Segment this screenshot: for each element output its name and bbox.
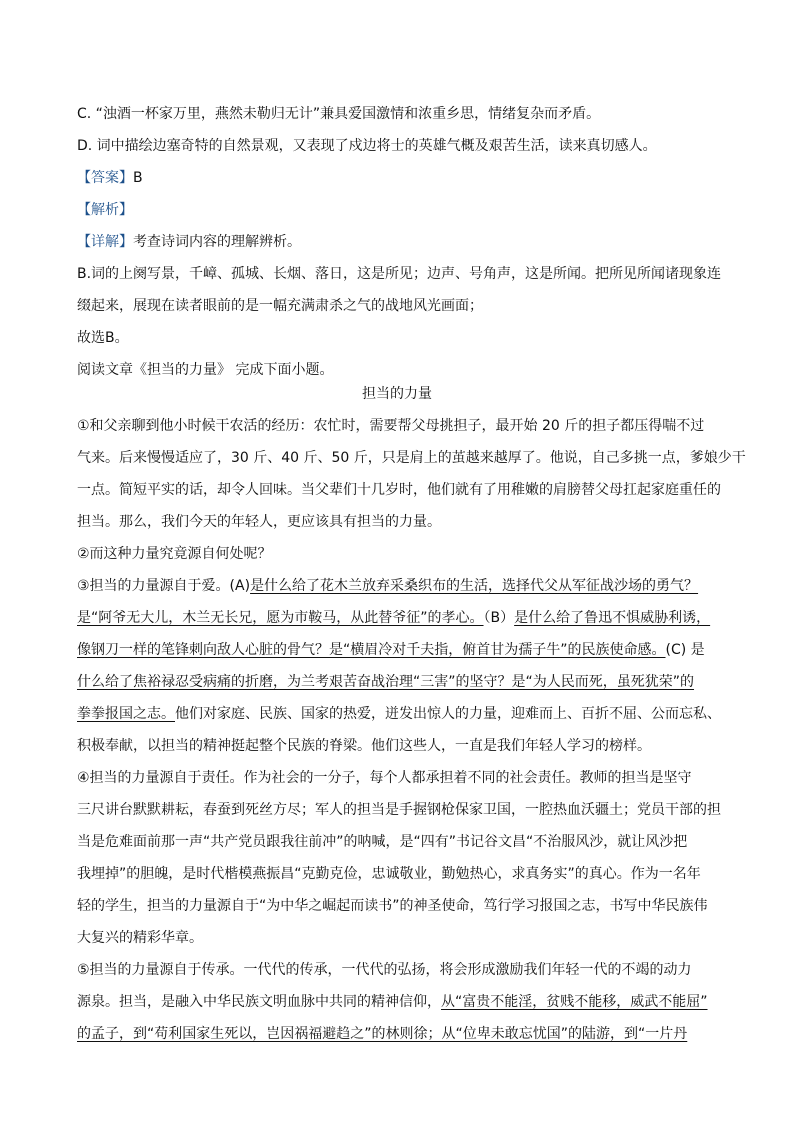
option-c: C. “浊酒一杯家万里，燕然未勒归无计”兼具爱国激情和浓重乡思，情绪复杂而矛盾。 <box>77 106 601 122</box>
instruction-line: 阅读文章《担当的力量》 完成下面小题。 <box>77 362 334 378</box>
p2-line: ②而这种力量究竟源自何处呢？ <box>77 546 272 562</box>
detail-line <box>77 226 727 258</box>
option-d: D. 词中描绘边塞奇特的自然景观，又表现了戍边将士的英雄气概及艰苦生活，读来真切感人。 <box>77 138 657 154</box>
p4-line: 大复兴的精彩华章。 <box>77 930 203 946</box>
p4-line: 轻的学生，担当的力量源自于“为中华之崛起而读书”的神圣使命，笃行学习报国之志，书写中华民族伟 <box>77 898 708 914</box>
p4-line: ④担当的力量源自于责任。作为社会的一分子，每个人都承担着不同的社会责任。教师的担当是坚守 <box>77 770 692 786</box>
article-title: 担当的力量 <box>362 386 432 402</box>
p4-line: 当是危难面前那一声“共产党员跟我往前冲”的呐喊，是“四有”书记谷文昌“不治服风沙，就让风沙把 <box>77 834 688 850</box>
p3-underlined-c2: 拳拳报国之志。 <box>77 706 175 722</box>
p3-underlined-b2: 像钢刀一样的笔锋刺向敌人心脏的骨气？是“横眉冷对千夫指，俯首甘为孺子牛”的民族使命感。 <box>77 642 666 658</box>
detail-tag: 【详解】 <box>77 234 133 250</box>
answer-tag: 【答案】 <box>77 170 133 186</box>
analysis-line <box>77 194 727 226</box>
p3-line-3 <box>77 634 717 666</box>
p3-line-2 <box>77 602 717 634</box>
p5-underlined-2: 的孟子，到“苟利国家生死以，岂因祸福避趋之”的林则徐；从“位卑未敢忘忧国”的陆游，到“一片丹 <box>77 1026 688 1042</box>
p3-line-5 <box>77 698 721 730</box>
p5-underlined: 从“富贵不能淫，贫贱不能移，威武不能屈” <box>441 994 708 1010</box>
p3-text: ③担当的力量源自于爱。(A) <box>77 578 251 594</box>
p1-line: ①和父亲聊到他小时候干农活的经历：农忙时，需要帮父母挑担子，最开始 20 斤的担子都压得喘不过 <box>77 418 705 434</box>
p3-marker-c: (C) 是 <box>665 642 705 658</box>
p3-underlined-a2: 是“阿爷无大儿，木兰无长兄，愿为市鞍马，从此替爷征”的孝心。 <box>77 610 484 626</box>
p3-line-1 <box>77 570 717 602</box>
detail-b-line-2: 缀起来，展现在读者眼前的是一幅充满肃杀之气的战地风光画面； <box>77 298 483 314</box>
p4-line: 三尺讲台默默耕耘，春蚕到死丝方尽；军人的担当是手握钢枪保家卫国，一腔热血沃疆土；党员干部的担 <box>77 802 721 818</box>
analysis-tag: 【解析】 <box>77 202 133 218</box>
p3-line-4 <box>77 666 717 698</box>
choose-line: 故选B。 <box>77 330 129 346</box>
p3-marker-b: （B） <box>483 610 515 626</box>
p5-line-3 <box>77 1018 717 1050</box>
question-block <box>77 98 727 386</box>
p3-underlined-a: 是什么给了花木兰放弃采桑织布的生活，选择代父从军征战沙场的勇气？ <box>250 578 699 594</box>
p1-line: 气来。后来慢慢适应了，30 斤、40 斤、50 斤，只是肩上的茧越来越厚了。他说，自己多挑一点，爹娘少干 <box>77 450 746 466</box>
p1-line: 一点。简短平实的话，却令人回味。当父辈们十几岁时，他们就有了用稚嫩的肩膀替父母扛起家庭重任的 <box>77 482 721 498</box>
p5-text: 源泉。担当，是融入中华民族文明血脉中共同的精神信仰， <box>77 994 441 1010</box>
p3-line-6: 积极奉献，以担当的精神挺起整个民族的脊梁。他们这些人，一直是我们年轻人学习的榜样。 <box>77 738 651 754</box>
p4-line: 我埋掉”的胆魄，是时代楷模燕振昌“克勤克俭，忠诚敬业，勤勉热心，求真务实”的真心。作为一名年 <box>77 866 701 882</box>
detail-b-line-1: B.词的上阕写景，千嶂、孤城、长烟、落日，这是所见；边声、号角声，这是所闻。把所见所闻诸现象连 <box>77 266 722 282</box>
p3-underlined-c: 什么给了焦裕禄忍受病痛的折磨，为兰考艰苦奋战治理“三害”的坚守？是“为人民而死，虽死犹荣”的 <box>77 674 695 690</box>
detail-text: 考查诗词内容的理解辨析。 <box>133 234 301 250</box>
p5-line-2 <box>77 986 717 1018</box>
answer-line <box>77 162 727 194</box>
article-body <box>77 410 746 1050</box>
p3-text: 他们对家庭、民族、国家的热爱，迸发出惊人的力量，迎难而上、百折不屈、公而忘私、 <box>175 706 721 722</box>
p1-line: 担当。那么，我们今天的年轻人，更应该具有担当的力量。 <box>77 514 441 530</box>
p3-underlined-b: 是什么给了鲁迅不惧威胁利诱， <box>514 610 711 626</box>
p5-line-1: ⑤担当的力量源自于传承。一代代的传承，一代代的弘扬，将会形成激励我们年轻一代的不竭的动力 <box>77 962 692 978</box>
answer-value: B <box>133 170 143 186</box>
